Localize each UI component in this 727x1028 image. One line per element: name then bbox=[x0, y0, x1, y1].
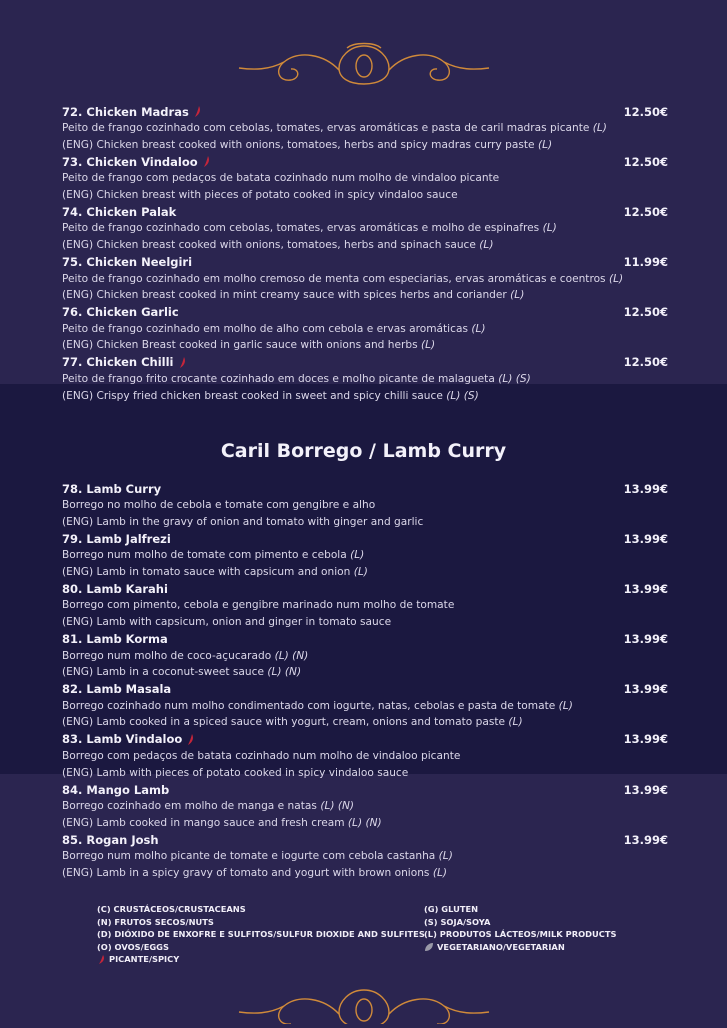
description-pt-allergens: (L) bbox=[592, 122, 607, 134]
menu-item-header bbox=[62, 304, 668, 321]
ornament-bottom-icon bbox=[0, 984, 727, 1028]
legend-entry: (C) CRUSTÁCEOS/CRUSTACEANS bbox=[97, 904, 246, 914]
description-pt-text: Borrego no molho de cebola e tomate com gengibre e alho bbox=[62, 499, 376, 511]
menu-item-name bbox=[62, 155, 211, 169]
menu-item-price: 13.99€ bbox=[623, 832, 668, 847]
legend-spicy-label: PICANTE/SPICY bbox=[109, 954, 180, 965]
menu-item-description-pt bbox=[62, 321, 668, 338]
description-pt-text: Borrego cozinhado num molho condimentado com iogurte, natas, cebolas e pasta de tomate bbox=[62, 699, 556, 712]
description-en-allergens: (L) bbox=[537, 138, 553, 151]
description-en-allergens: (L) bbox=[420, 339, 436, 352]
menu-item-description-pt bbox=[62, 497, 668, 514]
menu-item-price: 12.50€ bbox=[623, 104, 668, 119]
menu-item-name-text: 72. Chicken Madras bbox=[62, 104, 189, 119]
description-en-allergens: (L) bbox=[508, 716, 523, 729]
description-en-allergens: (L) (N) bbox=[267, 666, 302, 679]
menu-item-price: 13.99€ bbox=[623, 632, 668, 647]
menu-item bbox=[62, 580, 668, 630]
description-pt-allergens: (L) (S) bbox=[498, 372, 531, 385]
menu-item-name-text: 73. Chicken Vindaloo bbox=[62, 154, 198, 169]
description-en-text: (ENG) Lamb with pieces of potato cooked in spicy vindaloo sauce bbox=[62, 766, 409, 779]
menu-item-name-text: 83. Lamb Vindaloo bbox=[62, 732, 183, 747]
menu-item-description-pt bbox=[62, 648, 668, 665]
menu-item-price: 12.50€ bbox=[623, 355, 668, 370]
description-en-text: (ENG) Lamb cooked in a spiced sauce with yogurt, cream, onions and tomato paste bbox=[62, 716, 506, 729]
menu-item-description-en bbox=[62, 564, 668, 581]
legend-entry: (G) GLUTEN bbox=[424, 904, 479, 914]
menu-item-price: 13.99€ bbox=[623, 581, 668, 596]
menu-item-description-en bbox=[62, 237, 668, 254]
description-en-allergens: (L) bbox=[510, 289, 525, 302]
chili-icon bbox=[186, 733, 195, 746]
description-en-text: (ENG) Chicken Breast cooked in garlic sauce with onions and herbs bbox=[62, 339, 418, 352]
menu-item bbox=[62, 530, 668, 580]
chicken-menu-list bbox=[62, 103, 668, 404]
menu-item bbox=[62, 203, 668, 253]
description-pt-text: Borrego num molho picante de tomate e iogurte com cebola castanha bbox=[62, 850, 439, 863]
menu-item bbox=[62, 304, 668, 354]
description-en-allergens: (L) bbox=[432, 866, 447, 879]
description-pt-allergens: (L) bbox=[608, 272, 624, 285]
menu-item-header bbox=[62, 354, 668, 371]
menu-item-description-en bbox=[62, 865, 668, 882]
description-pt-allergens: (L) bbox=[558, 699, 573, 712]
description-pt-allergens: (L) bbox=[350, 549, 365, 562]
legend-entry: (O) OVOS/EGGS bbox=[97, 941, 169, 952]
description-en-allergens: (L) bbox=[479, 238, 494, 251]
menu-item-description-pt bbox=[62, 547, 668, 564]
menu-item-description-en bbox=[62, 514, 668, 531]
menu-item-name bbox=[62, 682, 171, 696]
menu-item-description-en bbox=[62, 187, 668, 204]
menu-item-description-pt bbox=[62, 798, 668, 815]
description-en-text: (ENG) Lamb in a coconut-sweet sauce bbox=[62, 666, 264, 679]
menu-item-header bbox=[62, 530, 668, 547]
menu-item-price: 13.99€ bbox=[623, 682, 668, 697]
menu-item-name bbox=[62, 255, 192, 269]
menu-item-header bbox=[62, 731, 668, 748]
menu-item-description-en bbox=[62, 815, 668, 832]
menu-item-name bbox=[62, 482, 161, 496]
menu-item-name-text: 81. Lamb Korma bbox=[62, 632, 168, 647]
menu-item bbox=[62, 354, 668, 404]
legend-entry: (N) FRUTOS SECOS/NUTS bbox=[97, 916, 214, 927]
menu-item bbox=[62, 681, 668, 731]
menu-item-name-text: 76. Chicken Garlic bbox=[62, 305, 179, 320]
description-pt-allergens: (L) bbox=[471, 322, 486, 335]
menu-item-description-pt bbox=[62, 120, 668, 137]
menu-item-header bbox=[62, 781, 668, 798]
menu-item-name-text: 82. Lamb Masala bbox=[62, 682, 172, 697]
menu-item bbox=[62, 254, 668, 304]
menu-item-description-en bbox=[62, 287, 668, 304]
description-en-text: (ENG) Lamb with capsicum, onion and ginger in tomato sauce bbox=[62, 615, 392, 628]
menu-item bbox=[62, 631, 668, 681]
description-en-text: (ENG) Chicken breast cooked with onions, tomatoes, herbs and spicy madras curry paste bbox=[62, 138, 535, 151]
description-en-text: (ENG) Chicken breast cooked in mint creamy sauce with spices herbs and coriander bbox=[62, 289, 507, 302]
menu-item-price: 11.99€ bbox=[623, 255, 668, 270]
legend-entry: (L) PRODUTOS LÁCTEOS/MILK PRODUCTS bbox=[424, 929, 617, 940]
menu-item-description-pt bbox=[62, 597, 668, 614]
menu-item bbox=[62, 831, 668, 881]
menu-item-name bbox=[62, 582, 168, 596]
description-en-text: (ENG) Lamb in a spicy gravy of tomato and yogurt with brown onions bbox=[62, 866, 430, 879]
menu-item-description-pt bbox=[62, 748, 668, 765]
menu-item-description-en bbox=[62, 337, 668, 354]
description-pt-text: Peito de frango frito crocante cozinhado em doces e molho picante de malagueta bbox=[62, 372, 495, 385]
menu-item-header bbox=[62, 153, 668, 170]
menu-item-price: 12.50€ bbox=[623, 305, 668, 320]
menu-item-price: 12.50€ bbox=[623, 154, 668, 169]
menu-item-name-text: 78. Lamb Curry bbox=[62, 481, 162, 496]
menu-item-description-en bbox=[62, 137, 668, 154]
menu-item-header bbox=[62, 831, 668, 848]
allergen-legend-right bbox=[424, 903, 617, 953]
menu-item-header bbox=[62, 631, 668, 648]
allergen-legend-left bbox=[97, 903, 425, 966]
menu-item-name-text: 79. Lamb Jalfrezi bbox=[62, 531, 171, 546]
vegetarian-leaf-icon bbox=[424, 942, 434, 952]
menu-item bbox=[62, 731, 668, 781]
menu-item-description-en bbox=[62, 614, 668, 631]
menu-item bbox=[62, 781, 668, 831]
description-pt-allergens: (L) (N) bbox=[274, 649, 309, 662]
menu-item-header bbox=[62, 103, 668, 120]
description-pt-text: Borrego num molho de coco-açucarado bbox=[62, 649, 272, 662]
menu-item-description-pt bbox=[62, 371, 668, 388]
menu-item-price: 13.99€ bbox=[623, 782, 668, 797]
menu-item-name-text: 80. Lamb Karahi bbox=[62, 581, 168, 596]
description-pt-text: Peito de frango cozinhado com cebolas, tomates, ervas aromáticas e pasta de caril madras picante bbox=[62, 122, 590, 134]
menu-item-description-en bbox=[62, 714, 668, 731]
description-pt-text: Peito de frango cozinhado com cebolas, tomates, ervas aromáticas e molho de espinafres bbox=[62, 222, 540, 235]
description-en-allergens: (L) bbox=[353, 565, 368, 578]
legend-entry: (S) SOJA/SOYA bbox=[424, 916, 491, 927]
menu-item-name-text: 77. Chicken Chilli bbox=[62, 355, 174, 370]
menu-item-name bbox=[62, 305, 179, 319]
description-pt-allergens: (L) (N) bbox=[320, 800, 355, 813]
menu-item-header bbox=[62, 254, 668, 271]
lamb-menu-list bbox=[62, 480, 668, 882]
menu-item-name bbox=[62, 783, 169, 797]
menu-item-header bbox=[62, 480, 668, 497]
chili-icon bbox=[178, 356, 187, 369]
menu-item bbox=[62, 103, 668, 153]
legend-spicy-row bbox=[97, 953, 425, 966]
menu-item-name bbox=[62, 632, 168, 646]
description-en-text: (ENG) Chicken breast with pieces of potato cooked in spicy vindaloo sauce bbox=[62, 188, 458, 201]
description-pt-text: Borrego com pimento, cebola e gengibre marinado num molho de tomate bbox=[62, 599, 455, 612]
menu-item-name-text: 74. Chicken Palak bbox=[62, 204, 177, 219]
description-pt-text: Peito de frango cozinhado em molho cremoso de menta com especiarias, ervas aromáticas e coentros bbox=[62, 272, 606, 285]
menu-item-price: 13.99€ bbox=[623, 531, 668, 546]
description-pt-text: Borrego num molho de tomate com pimento e cebola bbox=[62, 549, 347, 562]
menu-item-header bbox=[62, 580, 668, 597]
description-en-text: (ENG) Lamb in tomato sauce with capsicum and onion bbox=[62, 565, 351, 578]
menu-item-name bbox=[62, 205, 176, 219]
description-en-text: (ENG) Lamb cooked in mango sauce and fresh cream bbox=[62, 816, 345, 829]
description-pt-allergens: (L) bbox=[542, 222, 557, 235]
description-pt-text: Peito de frango com pedaços de batata cozinhado num molho de vindaloo picante bbox=[62, 172, 500, 185]
menu-item bbox=[62, 153, 668, 203]
menu-item-header bbox=[62, 203, 668, 220]
chili-icon bbox=[202, 155, 211, 168]
menu-item bbox=[62, 480, 668, 530]
ornament-top-icon bbox=[0, 40, 727, 94]
description-en-allergens: (L) (N) bbox=[347, 816, 382, 829]
menu-item-price: 13.99€ bbox=[623, 732, 668, 747]
menu-item-description-en bbox=[62, 664, 668, 681]
description-pt-text: Peito de frango cozinhado em molho de alho com cebola e ervas aromáticas bbox=[62, 322, 468, 335]
description-pt-allergens: (L) bbox=[438, 850, 453, 863]
menu-item-description-pt bbox=[62, 698, 668, 715]
chili-icon bbox=[97, 954, 106, 965]
description-en-text: (ENG) Chicken breast cooked with onions, tomatoes, herbs and spinach sauce bbox=[62, 238, 476, 251]
menu-item-description-pt bbox=[62, 848, 668, 865]
menu-item-name bbox=[62, 355, 187, 369]
menu-item-price: 12.50€ bbox=[623, 204, 668, 219]
legend-entry: (D) DIÓXIDO DE ENXOFRE E SULFITOS/SULFUR DIOXIDE AND SULFITES bbox=[97, 929, 425, 940]
description-pt-text: Borrego cozinhado em molho de manga e natas bbox=[62, 800, 317, 813]
legend-vegetarian-label: VEGETARIANO/VEGETARIAN bbox=[437, 941, 565, 952]
menu-item-description-en bbox=[62, 388, 668, 405]
description-en-text: (ENG) Lamb in the gravy of onion and tomato with ginger and garlic bbox=[62, 515, 424, 528]
menu-item-description-en bbox=[62, 765, 668, 782]
menu-item-name bbox=[62, 732, 195, 746]
menu-item-name bbox=[62, 105, 202, 119]
menu-item-name-text: 75. Chicken Neelgiri bbox=[62, 255, 193, 270]
description-en-allergens: (L) (S) bbox=[446, 389, 479, 402]
menu-item-price: 13.99€ bbox=[623, 481, 668, 496]
menu-item-description-pt bbox=[62, 170, 668, 187]
description-en-text: (ENG) Crispy fried chicken breast cooked in sweet and spicy chilli sauce bbox=[62, 389, 443, 402]
menu-item-header bbox=[62, 681, 668, 698]
menu-item-description-pt bbox=[62, 220, 668, 237]
menu-item-name-text: 84. Mango Lamb bbox=[62, 782, 170, 797]
description-pt-text: Borrego com pedaços de batata cozinhado num molho de vindaloo picante bbox=[62, 749, 461, 762]
menu-item-description-pt bbox=[62, 271, 668, 288]
legend-vegetarian-row bbox=[424, 941, 617, 954]
chili-icon bbox=[193, 105, 202, 118]
menu-item-name bbox=[62, 833, 159, 847]
menu-item-name bbox=[62, 532, 171, 546]
menu-item-name-text: 85. Rogan Josh bbox=[62, 832, 159, 847]
section-title-lamb: Caril Borrego / Lamb Curry bbox=[220, 440, 507, 462]
